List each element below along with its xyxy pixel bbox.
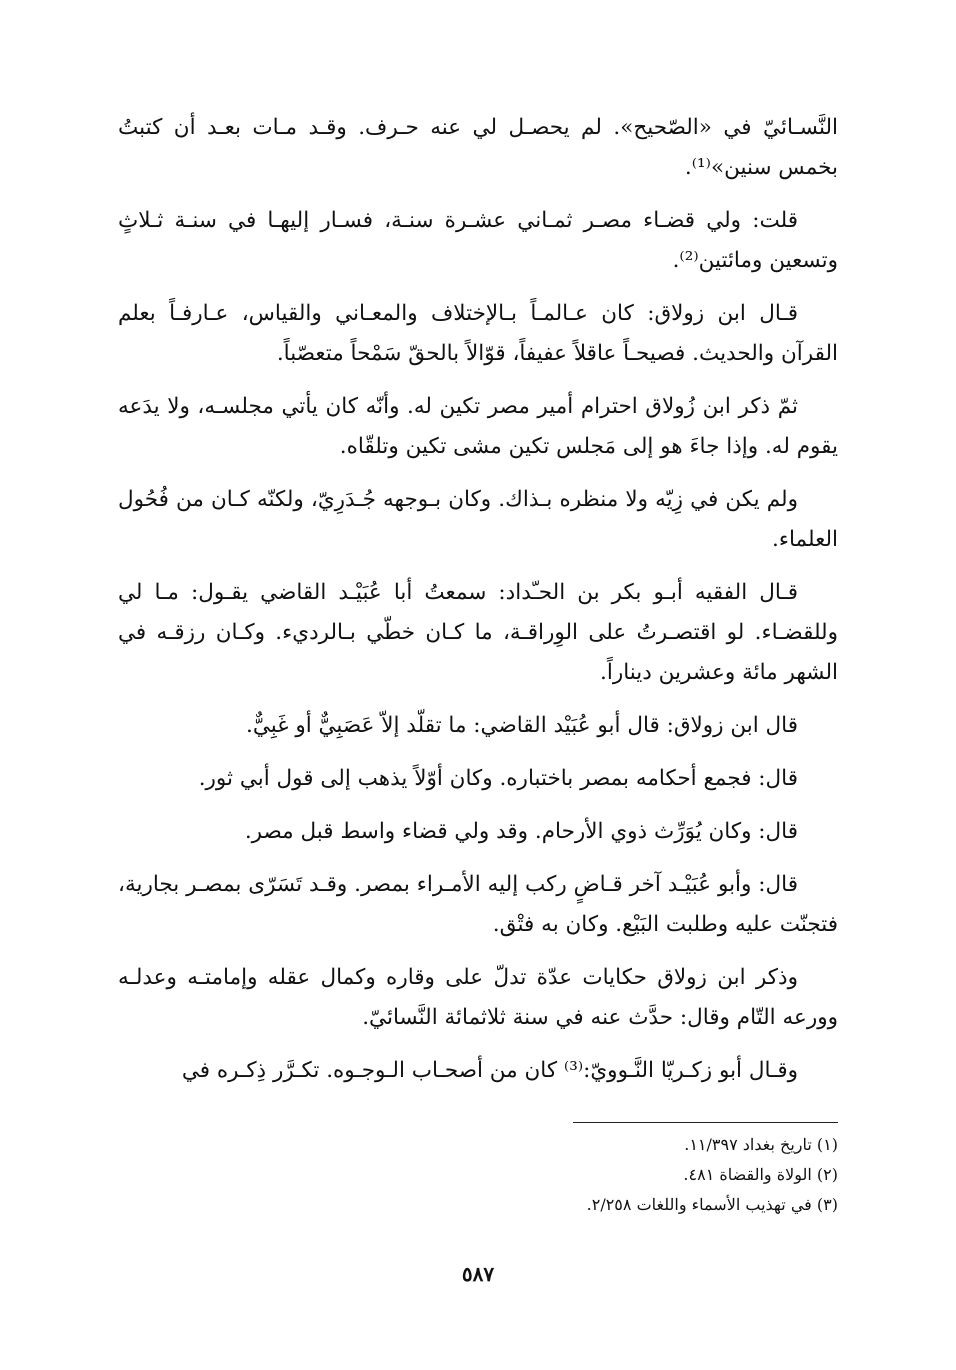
footnotes [418,1130,838,1220]
paragraph: قال: وكان يُوَرِّث ذوي الأرحام. وقد ولي قضاء واسط قبل مصر. [244,819,798,844]
paragraph: ولم يكن في زِيّه ولا منظره بـذاك. وكان بـوجهه جُـدَرِيّ، ولكنّه كـان من فُحُول العلماء. [118,487,838,552]
paragraph: وقـال أبو زكـريّا النَّـوويّ:⁽³⁾ كان من أصحـاب الـوجـوه. تكـرَّر ذِكـره في [181,1058,798,1083]
footnote: (٢) الولاة والقضاة ٤٨١. [683,1165,838,1184]
paragraph: وذكر ابن زولاق حكايات عدّة تدلّ على وقاره وكمال عقله وإمامتـه وعدلـه وورعه التّام وقال: حدَّث عنه في سنة ثلاثمائة النَّسائيّ. [118,965,838,1030]
page-number: ٥٨٧ [461,1262,495,1286]
paragraph: قال: فجمع أحكامه بمصر باختباره. وكان أوّلاً يذهب إلى قول أبي ثور. [198,766,798,791]
paragraph: قال: وأبو عُبَيْـد آخر قـاضٍ ركب إليه الأمـراء بمصر. وقـد تَسَرّى بمصـر بجارية، فتجنّت عليه وطلبت البَيْع. وكان به فتْق. [118,872,838,937]
paragraph: النَّسـائيّ في «الصّحيح». لم يحصـل لي عنه حـرف. وقـد مـات بعـد أن كتبتُ بخمس سنين»⁽¹⁾. [118,115,838,180]
paragraph: قلت: ولي قضـاء مصـر ثمـاني عشـرة سنـة، فسـار إليهـا في سنـة ثـلاثٍ وتسعين ومائتين⁽²⁾. [118,208,838,273]
paragraph: قال ابن زولاق: قال أبو عُبَيْد القاضي: ما تقلّد إلاّ عَصَبِيٌّ أو غَبِيٌّ. [246,713,798,738]
footnote: (١) تاريخ بغداد ١١/٣٩٧. [684,1135,838,1154]
footnote-divider [573,1122,838,1123]
footnote: (٣) في تهذيب الأسماء واللغات ٢/٢٥٨. [586,1195,838,1214]
paragraph: قـال الفقيه أبـو بكر بن الحـّداد: سمعتُ أبا عُبَيْـد القاضي يقـول: مـا لي وللقضـاء. لو اقتصـرتُ على الوِراقـة، ما كـان خطّي بـالرديء. وكـان رزقـه في الشهر مائة وعشرين ديناراً. [118,580,838,685]
main-text [118,108,838,1104]
paragraph: قـال ابن زولاق: كان عـالمـاً بـالإختلاف والمعـاني والقياس، عـارفـاً بعلم القرآن والحديث. فصيحـاً عاقلاً عفيفاً، قوّالاً بالحقّ سَمْحاً متعصّباً. [118,301,838,366]
paragraph: ثمّ ذكر ابن زُولاق احترام أمير مصر تكين له. وأنّه كان يأتي مجلسـه، ولا يدَعه يقوم له. وإذا جاءَ هو إلى مَجلس تكين مشى تكين وتلقّاه. [118,394,838,459]
